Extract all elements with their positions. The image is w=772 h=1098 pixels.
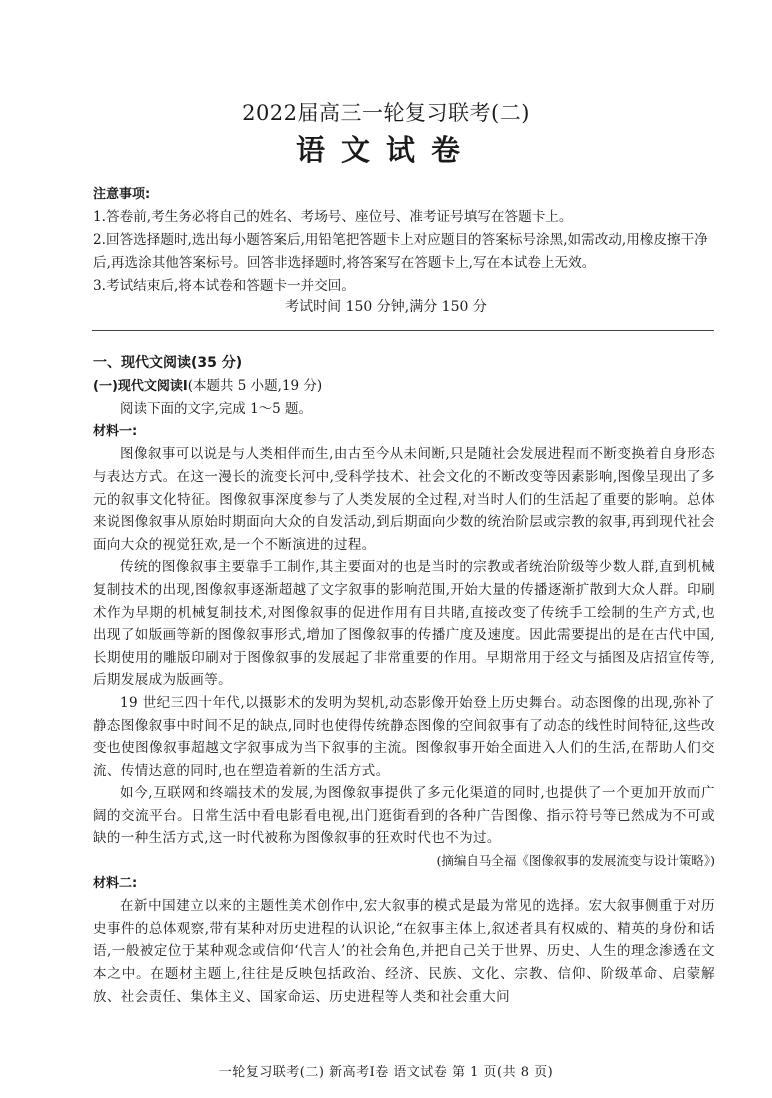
- notice-item: 2.回答选择题时,选出每小题答案后,用铅笔把答题卡上对应题目的答案标号涂黑,如需改动,用橡皮擦干净后,再选涂其他答案标号。回答非选择题时,将答案写在答题卡上,写在本试卷上无效。: [93, 232, 708, 271]
- section-heading: 一、现代文阅读(35 分): [93, 355, 243, 371]
- notice-item: 3.考试结束后,将本试卷和答题卡一并交回。: [93, 278, 355, 294]
- section-content: [93, 352, 715, 1008]
- reading-instruction: 阅读下面的文字,完成 1～5 题。: [120, 401, 313, 418]
- page-footer: 一轮复习联考(二) 新高考Ⅰ卷 语文试卷 第 1 页(共 8 页): [218, 1065, 554, 1080]
- material-1-paragraph: 如今,互联网和终端技术的发展,为图像叙事提供了多元化渠道的同时,也提供了一个更加开放而广阔的交流平台。日常生活中看电影看电视,出门逛街看到的各种广告图像、指示符号等已然成为不可或缺的一种生活方式,这一时代被称为图像叙事的狂欢时代也不为过。: [93, 785, 715, 847]
- notice-heading: 注意事项:: [93, 187, 151, 202]
- material-2-label: 材料二:: [93, 875, 138, 891]
- header-divider: [92, 330, 714, 331]
- material-1-source: (摘编自马全福《图像叙事的发展流变与设计策略》): [436, 853, 715, 869]
- material-1-label: 材料一:: [93, 423, 138, 439]
- material-2-paragraph: 在新中国建立以来的主题性美术创作中,宏大叙事的模式是最为常见的选择。宏大叙事侧重于对历史事件的总体观察,带有某种对历史进程的认识论,“在叙事主体上,叙述者具有权威的、精英的身份和话语,一般被定位于某种观念或信仰‘代言人’的社会角色,并把自己关于世界、历史、人生的理念渗透在文本之中。在题材主题上,往往是反映包括政治、经济、民族、文化、宗教、信仰、阶级革命、启蒙解放、社会责任、集体主义、国家命运、历史进程等人类和社会重大问: [93, 898, 715, 1005]
- exam-notice: [93, 183, 715, 298]
- subsection-label: (一)现代文阅读Ⅰ: [93, 378, 188, 394]
- time-score-line: 考试时间 150 分钟,满分 150 分: [285, 299, 487, 315]
- subsection-heading: [93, 375, 715, 399]
- exam-title: 2022届高三一轮复习联考(二): [242, 101, 530, 125]
- material-1-paragraph: 19 世纪三四十年代,以摄影术的发明为契机,动态影像开始登上历史舞台。动态图像的出现,弥补了静态图像叙事中时间不足的缺点,同时也使得传统静态图像的空间叙事有了动态的线性时间特征,这些改变也使图像叙事超越文字叙事成为当下叙事的主流。图像叙事开始全面进入人们的生活,在帮助人们交流、传情达意的同时,也在塑造着新的生活方式。: [93, 694, 715, 779]
- material-1-paragraph: 图像叙事可以说是与人类相伴而生,由古至今从未间断,只是随社会发展进程而不断变换着自身形态与表达方式。在这一漫长的流变长河中,受科学技术、社会文化的不断改变等因素影响,图像呈现出了多元的叙事文化特征。图像叙事深度参与了人类发展的全过程,对当时人们的生活起了重要的影响。总体来说图像叙事从原始时期面向大众的自发活动,到后期面向少数的统治阶层或宗教的叙事,再到现代社会面向大众的视觉狂欢,是一个不断演进的过程。: [93, 446, 715, 553]
- material-1-paragraph: 传统的图像叙事主要靠手工制作,其主要面对的也是当时的宗教或者统治阶级等少数人群,直到机械复制技术的出现,图像叙事逐渐超越了文字叙事的影响范围,开始大量的传播逐渐扩散到大众人群。印刷术作为早期的机械复制技术,对图像叙事的促进作用有目共睹,直接改变了传统手工绘制的生产方式,也出现了如版画等新的图像叙事形式,增加了图像叙事的传播广度及速度。因此需要提出的是在古代中国,长期使用的雕版印刷对于图像叙事的发展起了非常重要的作用。早期常用于经文与插图及店招宣传等,后期发展成为版画等。: [93, 559, 715, 689]
- subject-title: 语文试卷: [295, 133, 476, 167]
- notice-item: 1.答卷前,考生务必将自己的姓名、考场号、座位号、准考证号填写在答题卡上。: [93, 209, 573, 225]
- subsection-note: (本题共 5 小题,19 分): [187, 377, 323, 394]
